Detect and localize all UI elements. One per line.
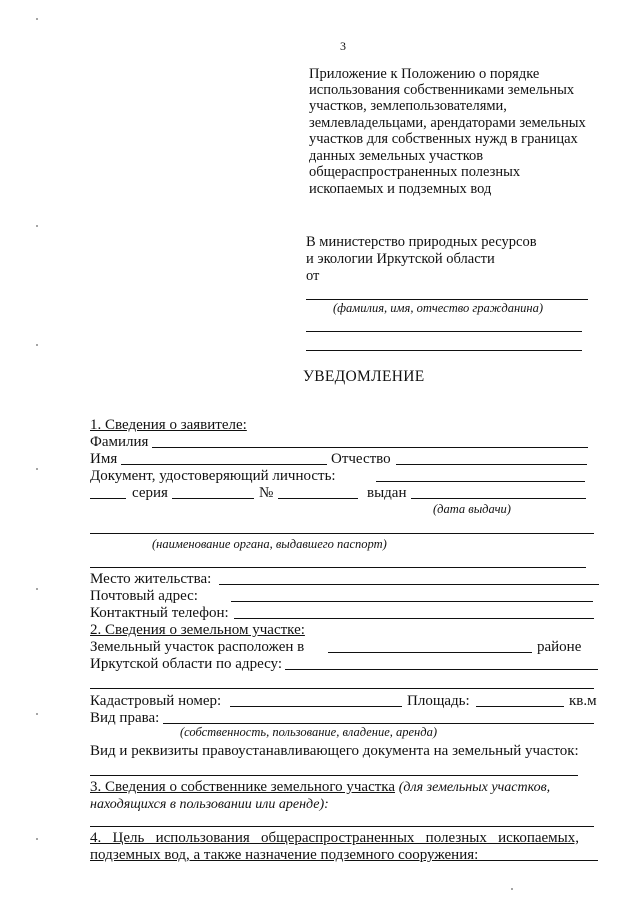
- name-label: Имя: [90, 451, 118, 467]
- appendix-line: участков, землепользователями,: [309, 98, 507, 114]
- document-title: УВЕДОМЛЕНИЕ: [303, 368, 425, 385]
- address-field[interactable]: [285, 669, 598, 670]
- caption-issue-date: (дата выдачи): [433, 502, 511, 516]
- surname-field[interactable]: [152, 447, 588, 448]
- phone-label: Контактный телефон:: [90, 605, 229, 621]
- appendix-line: Приложение к Положению о порядке: [309, 66, 540, 82]
- district-label: районе: [537, 639, 582, 655]
- issued-label: выдан: [367, 485, 407, 501]
- scan-speck: [36, 713, 38, 715]
- owner-field[interactable]: [90, 826, 594, 827]
- appendix-line: землевладельцами, арендаторами земельных: [309, 115, 586, 131]
- fio-field-line[interactable]: [306, 299, 588, 300]
- issued-field[interactable]: [411, 498, 586, 499]
- appendix-line: участков для собственных нужд в границах: [309, 131, 578, 147]
- number-field[interactable]: [278, 498, 358, 499]
- right-type-field[interactable]: [163, 723, 594, 724]
- scan-speck: [36, 18, 38, 20]
- area-field[interactable]: [476, 706, 564, 707]
- area-unit: кв.м: [569, 693, 597, 709]
- scan-speck: [511, 888, 513, 890]
- postal-address-field[interactable]: [231, 601, 593, 602]
- series-label: серия: [132, 485, 168, 501]
- scan-speck: [36, 225, 38, 227]
- section4-line2: подземных вод, а также назначение подземного сооружения:: [90, 847, 479, 863]
- document-label: Документ, удостоверяющий личность:: [90, 468, 336, 484]
- addressee-line: В министерство природных ресурсов: [306, 234, 537, 250]
- patronymic-field[interactable]: [396, 464, 587, 465]
- number-label: №: [259, 485, 274, 501]
- address-label: Иркутской области по адресу:: [90, 656, 283, 672]
- cadastral-label: Кадастровый номер:: [90, 693, 222, 709]
- appendix-line: использования собственниками земельных: [309, 82, 575, 98]
- phone-field[interactable]: [234, 618, 594, 619]
- section2-heading: 2. Сведения о земельном участке:: [90, 622, 305, 638]
- document-details-label: Вид и реквизиты правоустанавливающего документа на земельный участок:: [90, 743, 579, 759]
- fio-field-line-2[interactable]: [306, 331, 582, 332]
- purpose-field[interactable]: [470, 860, 598, 861]
- residence-field[interactable]: [219, 584, 599, 585]
- postal-address-label: Почтовый адрес:: [90, 588, 198, 604]
- document-field[interactable]: [376, 481, 585, 482]
- fio-field-line-3[interactable]: [306, 350, 582, 351]
- caption-right-type: (собственность, пользование, владение, аренда): [180, 725, 437, 739]
- section3-heading: 3. Сведения о собственнике земельного участка: [90, 779, 396, 795]
- section3-note-line2: находящихся в пользовании или аренде):: [90, 797, 329, 812]
- section1-heading: 1. Сведения о заявителе:: [90, 417, 247, 433]
- right-type-label: Вид права:: [90, 710, 160, 726]
- appendix-line: ископаемых и подземных вод: [309, 181, 492, 197]
- authority-field-2[interactable]: [90, 567, 586, 568]
- document-details-field[interactable]: [90, 775, 578, 776]
- area-label: Площадь:: [407, 693, 470, 709]
- appendix-line: общераспространенных полезных: [309, 164, 521, 180]
- appendix-line: данных земельных участков: [309, 148, 484, 164]
- scan-speck: [36, 468, 38, 470]
- authority-field[interactable]: [90, 533, 594, 534]
- caption-fio: (фамилия, имя, отчество гражданина): [333, 301, 544, 315]
- surname-label: Фамилия: [90, 434, 149, 450]
- addressee-line: от: [306, 268, 320, 284]
- addressee-line: и экологии Иркутской области: [306, 251, 495, 267]
- series-field[interactable]: [172, 498, 254, 499]
- residence-label: Место жительства:: [90, 571, 212, 587]
- section3-note: (для земельных участков,: [398, 780, 551, 795]
- caption-authority: (наименование органа, выдавшего паспорт): [152, 537, 387, 551]
- scan-speck: [36, 344, 38, 346]
- located-in-label: Земельный участок расположен в: [90, 639, 305, 655]
- name-field[interactable]: [121, 464, 327, 465]
- scan-speck: [36, 588, 38, 590]
- section4-line1: 4. Цель использования общераспространенных полезных ископаемых,: [90, 830, 579, 846]
- scan-speck: [36, 838, 38, 840]
- patronymic-label: Отчество: [331, 451, 391, 467]
- section3-heading-row: [90, 779, 550, 796]
- district-field[interactable]: [328, 652, 532, 653]
- document-type-field[interactable]: [90, 498, 126, 499]
- page-number: 3: [340, 39, 346, 53]
- address-field-2[interactable]: [90, 688, 594, 689]
- cadastral-field[interactable]: [230, 706, 402, 707]
